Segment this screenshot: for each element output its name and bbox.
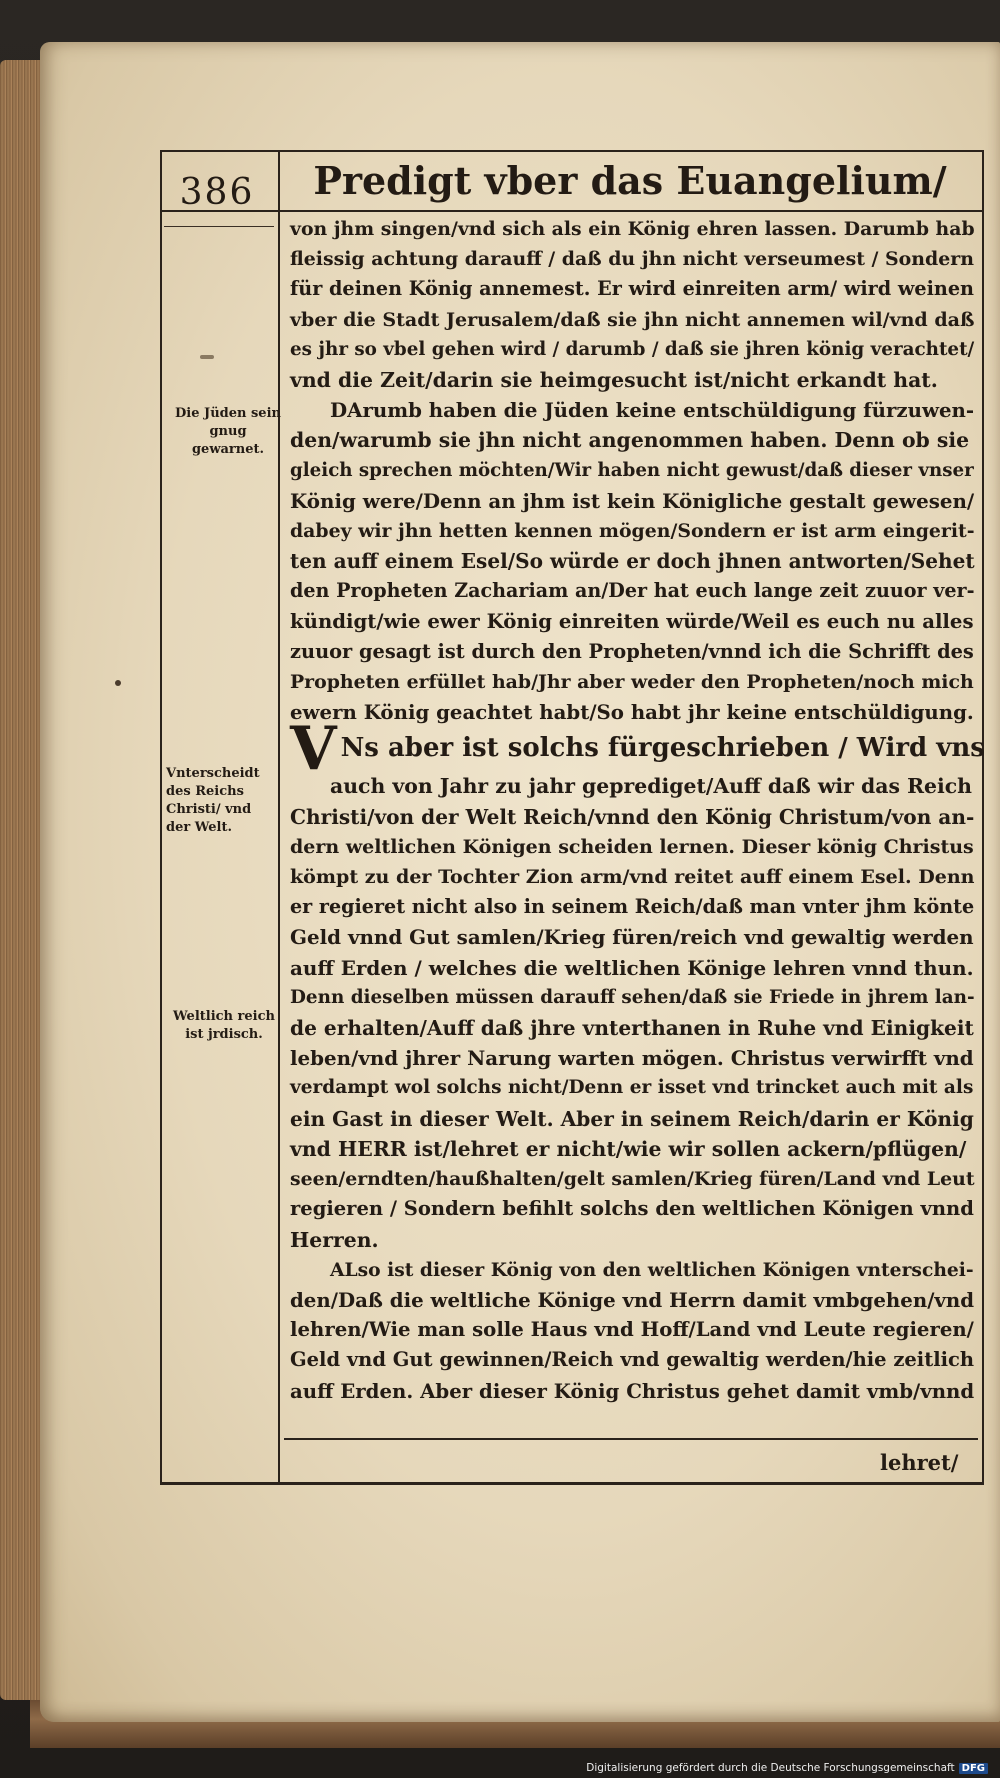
paragraph-opening-line xyxy=(290,714,985,785)
text-line: zuuor gesagt ist durch den Propheten/vnnd ich die Schrifft des xyxy=(290,639,974,663)
text-line: es jhr so vbel gehen wird / darumb / daß sie jhren könig verachtet/ xyxy=(290,338,975,360)
text-line: ALso ist dieser König von den weltlichen Königen vnterschei- xyxy=(330,1258,974,1281)
dfg-logo: DFG xyxy=(959,1763,988,1774)
text-line: dabey wir jhn hetten kennen mögen/Sondern er ist arm eingerit- xyxy=(290,520,975,543)
text-line: den/warumb sie jhn nicht angenommen haben. Denn ob sie xyxy=(290,428,970,453)
text-line: kömpt zu der Tochter Zion arm/vnd reitet auff einem Esel. Denn xyxy=(290,866,975,889)
text-line: regieren / Sondern befihlt solchs den weltlichen Königen vnnd xyxy=(290,1197,974,1221)
text-line: Propheten erfüllet hab/Jhr aber weder den Propheten/noch mich xyxy=(290,671,974,694)
text-line: ein Gast in dieser Welt. Aber in seinem Reich/darin er König xyxy=(290,1106,974,1131)
page-number: 386 xyxy=(179,172,255,213)
text-line: er regieret nicht also in seinem Reich/daß man vnter jhm könte xyxy=(290,895,975,919)
text-line: Geld vnnd Gut samlen/Krieg füren/reich vnd gewaltig werden xyxy=(290,925,974,950)
text-line: DArumb haben die Jüden keine entschüldigung fürzuwen- xyxy=(330,398,975,423)
text-line: ten auff einem Esel/So würde er doch jhnen antworten/Sehet xyxy=(290,549,975,574)
header-rule xyxy=(160,210,982,212)
margin-note: Vnterscheidt des Reichs Christi/ vnd der Welt. xyxy=(166,766,260,835)
text-line: de erhalten/Auff daß jhre vnterthanen in Ruhe vnd Einigkeit xyxy=(290,1016,974,1041)
text-line: von jhm singen/vnd sich als ein König ehren lassen. Darumb hab xyxy=(290,218,975,240)
margin-note: Weltlich reich ist jrdisch. xyxy=(173,1009,275,1042)
text-line: Denn dieselben müssen darauff sehen/daß sie Friede in jhrem lan- xyxy=(290,986,975,1008)
text-line: kündigt/wie ewer König einreiten würde/Weil es euch nu alles xyxy=(290,609,974,633)
text-line: ewern König geachtet habt/So habt jhr keine entschüldigung. xyxy=(290,700,974,725)
text-line: Herren. xyxy=(290,1227,379,1252)
text-line: König were/Denn an jhm ist kein Königliche gestalt gewesen/ xyxy=(290,488,975,513)
text-line: leben/vnd jhrer Narung warten mögen. Christus verwirfft vnd xyxy=(290,1046,974,1071)
opening-line-text: Ns aber ist solchs fürgeschrieben / Wird vns xyxy=(340,733,985,764)
text-line: vnd HERR ist/lehret er nicht/wie wir sollen ackern/pflügen/ xyxy=(290,1136,967,1161)
text-line: auch von Jahr zu jahr geprediget/Auff daß wir das Reich xyxy=(330,774,972,799)
text-line: auff Erden. Aber dieser König Christus gehet damit vmb/vnnd xyxy=(290,1378,975,1403)
text-line: verdampt wol solchs nicht/Denn er isset vnd trincket auch mit als xyxy=(290,1077,974,1099)
margin-header-rule xyxy=(164,226,274,227)
bottom-text-rule xyxy=(284,1438,978,1440)
text-line: lehren/Wie man solle Haus vnd Hoff/Land vnd Leute regieren/ xyxy=(290,1318,974,1342)
text-line: den Propheten Zachariam an/Der hat euch lange zeit zuuor ver- xyxy=(290,579,975,603)
credit-text: Digitalisierung gefördert durch die Deutsche Forschungsgemeinschaft xyxy=(586,1762,955,1774)
text-line: fleissig achtung darauff / daß du jhn nicht verseumest / Sondern xyxy=(290,248,974,271)
text-line: Christi/von der Welt Reich/vnnd den König Christum/von an- xyxy=(290,804,975,829)
digitization-credit xyxy=(586,1762,988,1774)
text-line: für deinen König annemest. Er wird einreiten arm/ wird weinen xyxy=(290,277,975,301)
text-line: vnd die Zeit/darin sie heimgesucht ist/nicht erkandt hat. xyxy=(290,368,938,393)
text-line: auff Erden / welches die weltlichen Könige lehren vnnd thun. xyxy=(290,955,974,980)
paper-mark xyxy=(200,355,214,359)
main-text-block xyxy=(290,214,985,1406)
paper-mark xyxy=(115,680,121,686)
text-line: Geld vnd Gut gewinnen/Reich vnd gewaltig werden/hie zeitlich xyxy=(290,1348,975,1372)
margin-note: Die Jüden sein gnug gewarnet. xyxy=(175,406,281,457)
text-line: seen/erndten/haußhalten/gelt samlen/Krieg füren/Land vnd Leut xyxy=(290,1168,975,1191)
text-line: den/Daß die weltliche Könige vnd Herrn damit vmbgehen/vnd xyxy=(290,1287,975,1312)
text-line: gleich sprechen möchten/Wir haben nicht gewust/daß dieser vnser xyxy=(290,459,974,481)
catchword: lehret/ xyxy=(880,1450,959,1475)
margin-column-rule xyxy=(278,152,280,1482)
initial-letter: V xyxy=(290,714,337,785)
text-line: dern weltlichen Königen scheiden lernen. Dieser könig Christus xyxy=(290,835,974,858)
text-line: vber die Stadt Jerusalem/daß sie jhn nicht annemen wil/vnd daß xyxy=(290,308,975,331)
running-head: Predigt vber das Euangelium/ xyxy=(313,158,947,203)
